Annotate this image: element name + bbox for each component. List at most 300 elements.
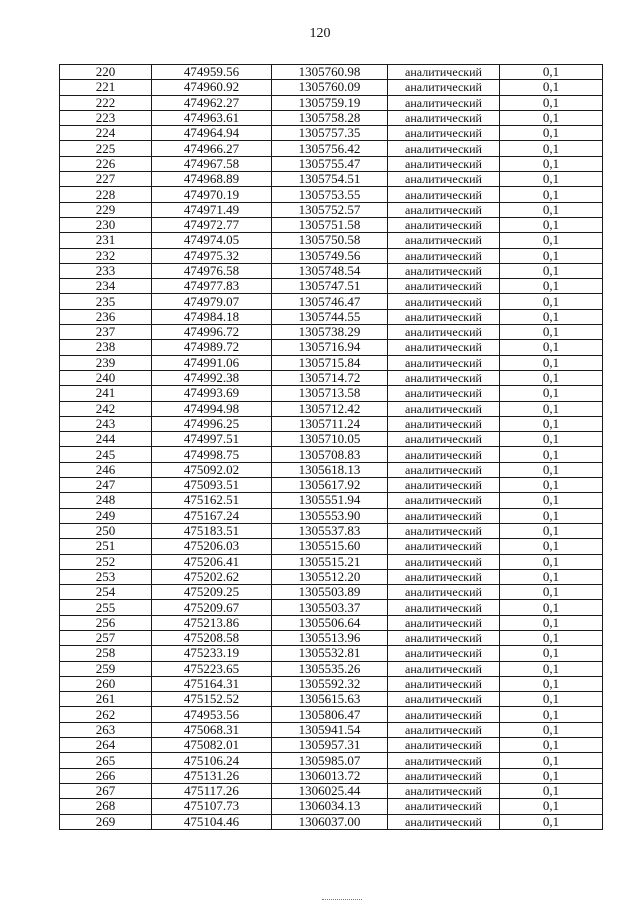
y-coordinate-cell: 1305715.84 [272,355,388,370]
accuracy-cell: 0,1 [500,615,603,630]
method-cell: аналитический [388,738,500,753]
point-number-cell: 226 [60,156,152,171]
accuracy-cell: 0,1 [500,692,603,707]
x-coordinate-cell: 474970.19 [152,187,272,202]
accuracy-cell: 0,1 [500,738,603,753]
accuracy-cell: 0,1 [500,447,603,462]
y-coordinate-cell: 1305738.29 [272,325,388,340]
point-number-cell: 237 [60,325,152,340]
method-cell: аналитический [388,615,500,630]
point-number-cell: 264 [60,738,152,753]
method-cell: аналитический [388,753,500,768]
x-coordinate-cell: 474979.07 [152,294,272,309]
y-coordinate-cell: 1305760.09 [272,80,388,95]
point-number-cell: 251 [60,539,152,554]
y-coordinate-cell: 1305747.51 [272,279,388,294]
scan-mark [322,899,362,901]
method-cell: аналитический [388,416,500,431]
table-row [60,172,603,187]
x-coordinate-cell: 475107.73 [152,799,272,814]
table-row [60,600,603,615]
table-row [60,95,603,110]
accuracy-cell: 0,1 [500,202,603,217]
point-number-cell: 244 [60,432,152,447]
accuracy-cell: 0,1 [500,508,603,523]
point-number-cell: 228 [60,187,152,202]
point-number-cell: 261 [60,692,152,707]
method-cell: аналитический [388,294,500,309]
point-number-cell: 221 [60,80,152,95]
x-coordinate-cell: 475131.26 [152,768,272,783]
table-row [60,217,603,232]
point-number-cell: 258 [60,646,152,661]
y-coordinate-cell: 1305752.57 [272,202,388,217]
table-row [60,187,603,202]
method-cell: аналитический [388,401,500,416]
accuracy-cell: 0,1 [500,156,603,171]
point-number-cell: 220 [60,65,152,80]
point-number-cell: 225 [60,141,152,156]
method-cell: аналитический [388,187,500,202]
method-cell: аналитический [388,126,500,141]
point-number-cell: 249 [60,508,152,523]
x-coordinate-cell: 474998.75 [152,447,272,462]
x-coordinate-cell: 475164.31 [152,676,272,691]
x-coordinate-cell: 474991.06 [152,355,272,370]
method-cell: аналитический [388,722,500,737]
y-coordinate-cell: 1305503.37 [272,600,388,615]
table-row [60,110,603,125]
method-cell: аналитический [388,600,500,615]
x-coordinate-cell: 474989.72 [152,340,272,355]
y-coordinate-cell: 1305711.24 [272,416,388,431]
x-coordinate-cell: 474959.56 [152,65,272,80]
x-coordinate-cell: 474992.38 [152,370,272,385]
y-coordinate-cell: 1305506.64 [272,615,388,630]
table-row [60,248,603,263]
x-coordinate-cell: 474971.49 [152,202,272,217]
x-coordinate-cell: 474996.25 [152,416,272,431]
y-coordinate-cell: 1305755.47 [272,156,388,171]
table-row [60,447,603,462]
table-row [60,294,603,309]
y-coordinate-cell: 1305515.60 [272,539,388,554]
x-coordinate-cell: 475106.24 [152,753,272,768]
point-number-cell: 269 [60,814,152,829]
accuracy-cell: 0,1 [500,325,603,340]
table-row [60,141,603,156]
x-coordinate-cell: 474972.77 [152,217,272,232]
method-cell: аналитический [388,692,500,707]
table-row [60,462,603,477]
table-row [60,569,603,584]
y-coordinate-cell: 1305941.54 [272,722,388,737]
x-coordinate-cell: 474953.56 [152,707,272,722]
x-coordinate-cell: 475202.62 [152,569,272,584]
point-number-cell: 232 [60,248,152,263]
accuracy-cell: 0,1 [500,80,603,95]
point-number-cell: 241 [60,386,152,401]
table-row [60,738,603,753]
accuracy-cell: 0,1 [500,554,603,569]
accuracy-cell: 0,1 [500,600,603,615]
y-coordinate-cell: 1305746.47 [272,294,388,309]
point-number-cell: 242 [60,401,152,416]
x-coordinate-cell: 474960.92 [152,80,272,95]
x-coordinate-cell: 474966.27 [152,141,272,156]
x-coordinate-cell: 475104.46 [152,814,272,829]
y-coordinate-cell: 1305756.42 [272,141,388,156]
table-row [60,661,603,676]
accuracy-cell: 0,1 [500,753,603,768]
accuracy-cell: 0,1 [500,707,603,722]
accuracy-cell: 0,1 [500,768,603,783]
point-number-cell: 262 [60,707,152,722]
table-row [60,707,603,722]
table-row [60,783,603,798]
x-coordinate-cell: 474994.98 [152,401,272,416]
point-number-cell: 259 [60,661,152,676]
y-coordinate-cell: 1305618.13 [272,462,388,477]
y-coordinate-cell: 1305553.90 [272,508,388,523]
point-number-cell: 253 [60,569,152,584]
method-cell: аналитический [388,676,500,691]
point-number-cell: 230 [60,217,152,232]
table-row [60,753,603,768]
y-coordinate-cell: 1305753.55 [272,187,388,202]
x-coordinate-cell: 474997.51 [152,432,272,447]
table-row [60,325,603,340]
x-coordinate-cell: 474964.94 [152,126,272,141]
method-cell: аналитический [388,447,500,462]
table-row [60,768,603,783]
point-number-cell: 238 [60,340,152,355]
y-coordinate-cell: 1305750.58 [272,233,388,248]
table-row [60,309,603,324]
table-body [60,65,603,830]
y-coordinate-cell: 1305551.94 [272,493,388,508]
x-coordinate-cell: 475152.52 [152,692,272,707]
x-coordinate-cell: 475183.51 [152,523,272,538]
method-cell: аналитический [388,309,500,324]
point-number-cell: 250 [60,523,152,538]
point-number-cell: 239 [60,355,152,370]
method-cell: аналитический [388,462,500,477]
table-row [60,386,603,401]
x-coordinate-cell: 475068.31 [152,722,272,737]
table-row [60,416,603,431]
method-cell: аналитический [388,646,500,661]
point-number-cell: 229 [60,202,152,217]
y-coordinate-cell: 1305592.32 [272,676,388,691]
table-row [60,493,603,508]
x-coordinate-cell: 474968.89 [152,172,272,187]
y-coordinate-cell: 1305957.31 [272,738,388,753]
point-number-cell: 256 [60,615,152,630]
point-number-cell: 223 [60,110,152,125]
accuracy-cell: 0,1 [500,462,603,477]
y-coordinate-cell: 1306025.44 [272,783,388,798]
table-row [60,523,603,538]
accuracy-cell: 0,1 [500,569,603,584]
x-coordinate-cell: 474967.58 [152,156,272,171]
table-row [60,615,603,630]
y-coordinate-cell: 1305532.81 [272,646,388,661]
point-number-cell: 252 [60,554,152,569]
table-row [60,646,603,661]
point-number-cell: 248 [60,493,152,508]
y-coordinate-cell: 1305713.58 [272,386,388,401]
point-number-cell: 254 [60,585,152,600]
accuracy-cell: 0,1 [500,110,603,125]
point-number-cell: 246 [60,462,152,477]
method-cell: аналитический [388,65,500,80]
accuracy-cell: 0,1 [500,539,603,554]
y-coordinate-cell: 1305513.96 [272,630,388,645]
accuracy-cell: 0,1 [500,279,603,294]
accuracy-cell: 0,1 [500,263,603,278]
method-cell: аналитический [388,279,500,294]
x-coordinate-cell: 475208.58 [152,630,272,645]
point-number-cell: 227 [60,172,152,187]
method-cell: аналитический [388,248,500,263]
y-coordinate-cell: 1305714.72 [272,370,388,385]
x-coordinate-cell: 474993.69 [152,386,272,401]
method-cell: аналитический [388,539,500,554]
x-coordinate-cell: 475209.67 [152,600,272,615]
point-number-cell: 233 [60,263,152,278]
x-coordinate-cell: 475209.25 [152,585,272,600]
accuracy-cell: 0,1 [500,294,603,309]
accuracy-cell: 0,1 [500,340,603,355]
x-coordinate-cell: 475206.03 [152,539,272,554]
accuracy-cell: 0,1 [500,814,603,829]
table-row [60,202,603,217]
point-number-cell: 222 [60,95,152,110]
table-row [60,401,603,416]
point-number-cell: 260 [60,676,152,691]
method-cell: аналитический [388,386,500,401]
accuracy-cell: 0,1 [500,630,603,645]
y-coordinate-cell: 1305760.98 [272,65,388,80]
y-coordinate-cell: 1306013.72 [272,768,388,783]
accuracy-cell: 0,1 [500,676,603,691]
accuracy-cell: 0,1 [500,126,603,141]
method-cell: аналитический [388,783,500,798]
table-row [60,799,603,814]
x-coordinate-cell: 475092.02 [152,462,272,477]
x-coordinate-cell: 474984.18 [152,309,272,324]
y-coordinate-cell: 1305615.63 [272,692,388,707]
accuracy-cell: 0,1 [500,585,603,600]
accuracy-cell: 0,1 [500,233,603,248]
y-coordinate-cell: 1305757.35 [272,126,388,141]
x-coordinate-cell: 475167.24 [152,508,272,523]
accuracy-cell: 0,1 [500,416,603,431]
accuracy-cell: 0,1 [500,799,603,814]
method-cell: аналитический [388,554,500,569]
x-coordinate-cell: 474977.83 [152,279,272,294]
y-coordinate-cell: 1305758.28 [272,110,388,125]
method-cell: аналитический [388,141,500,156]
method-cell: аналитический [388,508,500,523]
table-row [60,814,603,829]
accuracy-cell: 0,1 [500,217,603,232]
coordinates-table [59,64,603,830]
point-number-cell: 231 [60,233,152,248]
x-coordinate-cell: 474974.05 [152,233,272,248]
accuracy-cell: 0,1 [500,432,603,447]
y-coordinate-cell: 1305515.21 [272,554,388,569]
y-coordinate-cell: 1305537.83 [272,523,388,538]
y-coordinate-cell: 1305503.89 [272,585,388,600]
x-coordinate-cell: 475162.51 [152,493,272,508]
y-coordinate-cell: 1306037.00 [272,814,388,829]
table-row [60,80,603,95]
method-cell: аналитический [388,340,500,355]
method-cell: аналитический [388,95,500,110]
x-coordinate-cell: 475206.41 [152,554,272,569]
point-number-cell: 247 [60,478,152,493]
table-row [60,722,603,737]
point-number-cell: 245 [60,447,152,462]
point-number-cell: 235 [60,294,152,309]
method-cell: аналитический [388,217,500,232]
method-cell: аналитический [388,370,500,385]
point-number-cell: 234 [60,279,152,294]
method-cell: аналитический [388,478,500,493]
table-row [60,370,603,385]
x-coordinate-cell: 474996.72 [152,325,272,340]
y-coordinate-cell: 1305535.26 [272,661,388,676]
accuracy-cell: 0,1 [500,401,603,416]
point-number-cell: 268 [60,799,152,814]
accuracy-cell: 0,1 [500,386,603,401]
y-coordinate-cell: 1305617.92 [272,478,388,493]
accuracy-cell: 0,1 [500,187,603,202]
y-coordinate-cell: 1305985.07 [272,753,388,768]
y-coordinate-cell: 1305710.05 [272,432,388,447]
x-coordinate-cell: 475093.51 [152,478,272,493]
table-row [60,279,603,294]
point-number-cell: 257 [60,630,152,645]
table-row [60,340,603,355]
method-cell: аналитический [388,110,500,125]
y-coordinate-cell: 1305712.42 [272,401,388,416]
table-row [60,539,603,554]
x-coordinate-cell: 475117.26 [152,783,272,798]
point-number-cell: 263 [60,722,152,737]
accuracy-cell: 0,1 [500,722,603,737]
method-cell: аналитический [388,799,500,814]
method-cell: аналитический [388,630,500,645]
y-coordinate-cell: 1305708.83 [272,447,388,462]
accuracy-cell: 0,1 [500,141,603,156]
method-cell: аналитический [388,80,500,95]
x-coordinate-cell: 475082.01 [152,738,272,753]
x-coordinate-cell: 474962.27 [152,95,272,110]
x-coordinate-cell: 474976.58 [152,263,272,278]
table-row [60,554,603,569]
y-coordinate-cell: 1305512.20 [272,569,388,584]
y-coordinate-cell: 1306034.13 [272,799,388,814]
point-number-cell: 240 [60,370,152,385]
table-row [60,233,603,248]
method-cell: аналитический [388,585,500,600]
y-coordinate-cell: 1305806.47 [272,707,388,722]
method-cell: аналитический [388,768,500,783]
accuracy-cell: 0,1 [500,355,603,370]
accuracy-cell: 0,1 [500,309,603,324]
x-coordinate-cell: 475213.86 [152,615,272,630]
point-number-cell: 224 [60,126,152,141]
accuracy-cell: 0,1 [500,172,603,187]
point-number-cell: 265 [60,753,152,768]
y-coordinate-cell: 1305748.54 [272,263,388,278]
x-coordinate-cell: 475223.65 [152,661,272,676]
point-number-cell: 267 [60,783,152,798]
point-number-cell: 243 [60,416,152,431]
page-number: 120 [309,26,331,41]
accuracy-cell: 0,1 [500,523,603,538]
table-row [60,585,603,600]
y-coordinate-cell: 1305716.94 [272,340,388,355]
method-cell: аналитический [388,569,500,584]
accuracy-cell: 0,1 [500,493,603,508]
method-cell: аналитический [388,202,500,217]
y-coordinate-cell: 1305749.56 [272,248,388,263]
x-coordinate-cell: 474963.61 [152,110,272,125]
method-cell: аналитический [388,172,500,187]
y-coordinate-cell: 1305754.51 [272,172,388,187]
method-cell: аналитический [388,814,500,829]
method-cell: аналитический [388,432,500,447]
method-cell: аналитический [388,493,500,508]
method-cell: аналитический [388,325,500,340]
accuracy-cell: 0,1 [500,661,603,676]
accuracy-cell: 0,1 [500,95,603,110]
y-coordinate-cell: 1305744.55 [272,309,388,324]
point-number-cell: 236 [60,309,152,324]
accuracy-cell: 0,1 [500,370,603,385]
method-cell: аналитический [388,661,500,676]
y-coordinate-cell: 1305751.58 [272,217,388,232]
table-row [60,692,603,707]
method-cell: аналитический [388,707,500,722]
point-number-cell: 266 [60,768,152,783]
method-cell: аналитический [388,355,500,370]
table-row [60,126,603,141]
table-row [60,432,603,447]
accuracy-cell: 0,1 [500,478,603,493]
y-coordinate-cell: 1305759.19 [272,95,388,110]
table-row [60,65,603,80]
table-row [60,156,603,171]
table-row [60,478,603,493]
method-cell: аналитический [388,523,500,538]
accuracy-cell: 0,1 [500,646,603,661]
accuracy-cell: 0,1 [500,783,603,798]
x-coordinate-cell: 474975.32 [152,248,272,263]
method-cell: аналитический [388,233,500,248]
method-cell: аналитический [388,263,500,278]
accuracy-cell: 0,1 [500,248,603,263]
x-coordinate-cell: 475233.19 [152,646,272,661]
table-row [60,508,603,523]
method-cell: аналитический [388,156,500,171]
table-row [60,263,603,278]
accuracy-cell: 0,1 [500,65,603,80]
